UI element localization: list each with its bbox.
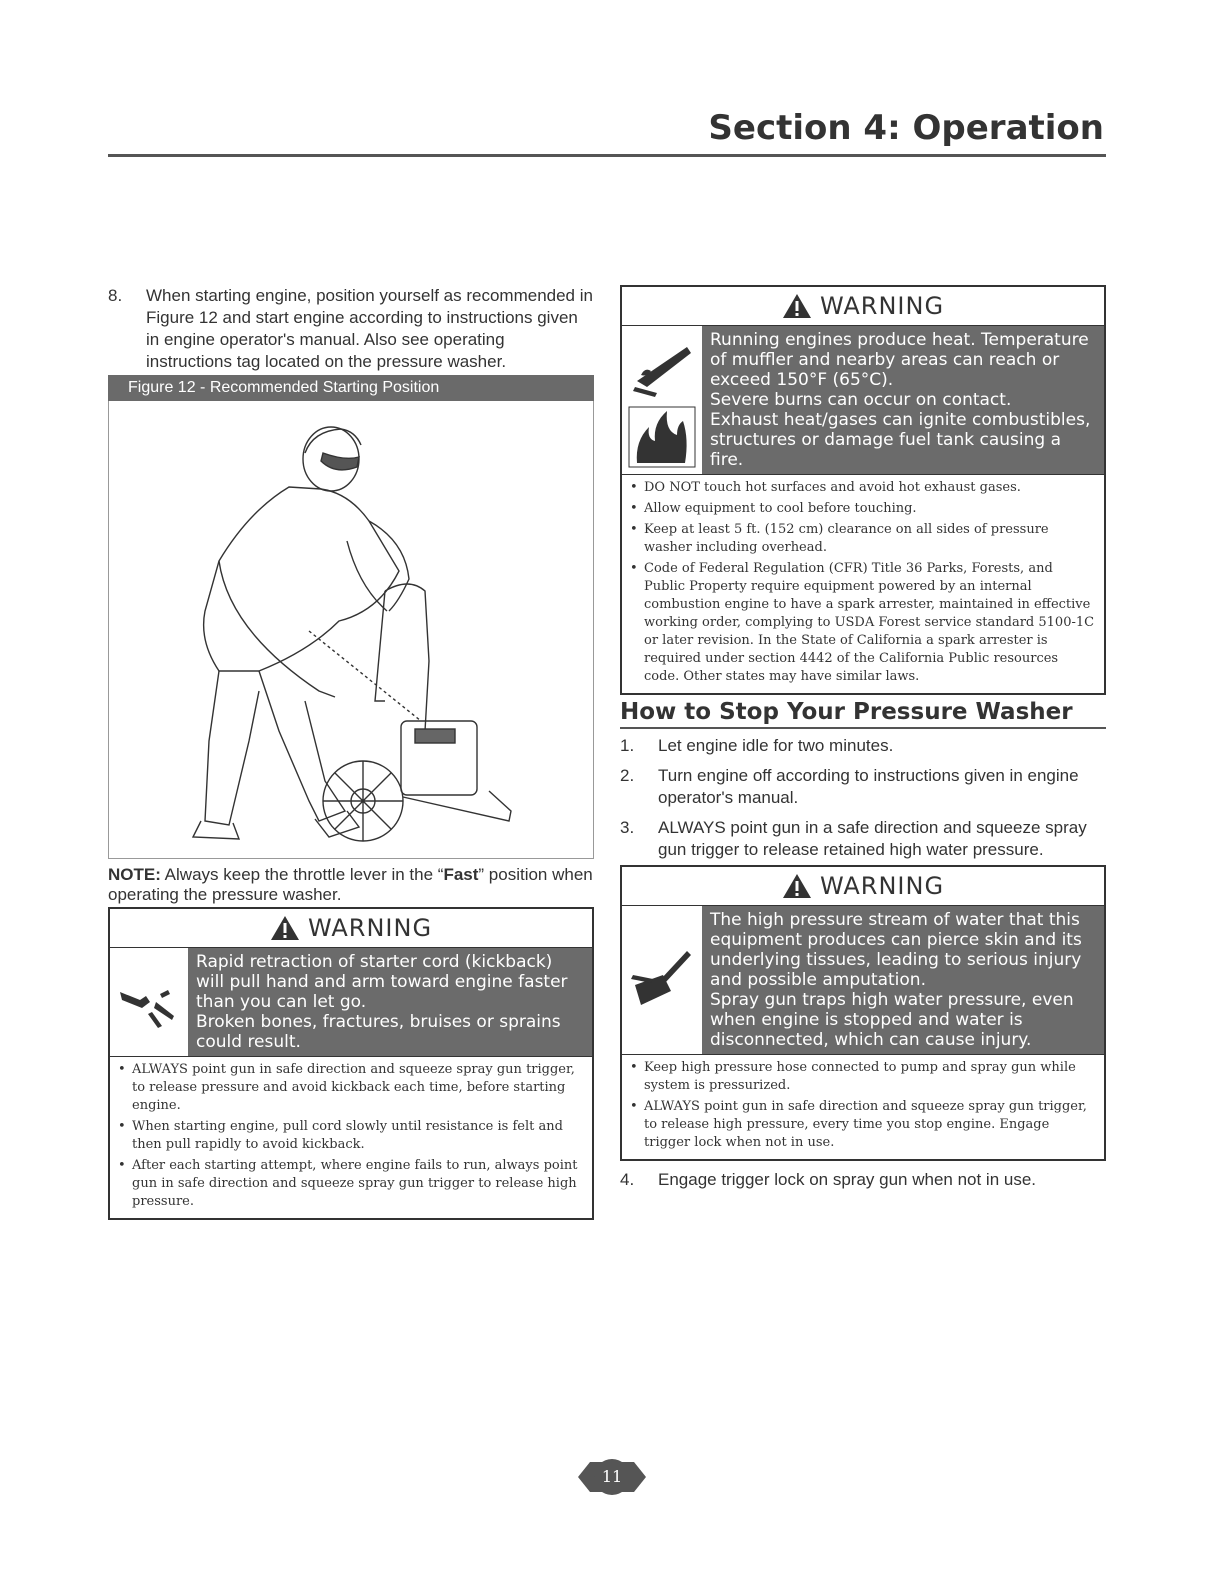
warning-hazard-panel [622, 325, 1104, 475]
step-text: Engage trigger lock on spray gun when not in use. [658, 1170, 1037, 1189]
warning-bullet-list [622, 1055, 1104, 1159]
warning-hazard-panel [622, 905, 1104, 1055]
warning-bullet: • Keep at least 5 ft. (152 cm) clearance on all sides of pressure washer including overhead. [630, 521, 1096, 557]
stop-steps [620, 735, 1106, 861]
warning-dark-text [702, 326, 1104, 474]
warning-box-kickback [108, 907, 594, 1220]
warning-title: WARNING [307, 914, 433, 942]
note-label: NOTE: [108, 865, 161, 884]
warning-dark-line: Broken bones, fractures, bruises or sprains could result. [196, 1012, 561, 1052]
step-number: 1. [620, 736, 635, 755]
note [108, 865, 594, 905]
warning-bullet: • Keep high pressure hose connected to pump and spray gun while system is pressurized. [630, 1059, 1096, 1095]
warning-bullet: • DO NOT touch hot surfaces and avoid hot exhaust gases. [630, 479, 1096, 497]
step-4 [620, 1169, 1106, 1191]
warning-dark-line: Running engines produce heat. Temperature of muffler and nearby areas can reach or exceed 150°F (65°C). [710, 330, 1089, 390]
step-number: 4. [620, 1170, 635, 1189]
warning-bullet: • ALWAYS point gun in safe direction and squeeze spray gun trigger, to release high pressure, every time you stop engine. Engage trigger lock when not in use. [630, 1098, 1096, 1152]
warning-dark-text [702, 906, 1104, 1054]
warning-bullet: • Code of Federal Regulation (CFR) Title 36 Parks, Forests, and Public Property require equipment powered by an internal combustion engine to have a spark arrester, maintained in effective working order, complying to USDA Forest service standard 5100-1C or later revision. In the State of California a spark arrester is required under section 4442 of the California Public resources code. Other states may have similar laws. [630, 560, 1096, 686]
warning-bullet-list [622, 475, 1104, 693]
warning-header [622, 287, 1104, 325]
warning-triangle-icon [782, 873, 812, 899]
warning-dark-line: Exhaust heat/gases can ignite combustibles, structures or damage fuel tank causing a fire. [710, 410, 1091, 470]
left-column [108, 285, 594, 1220]
warning-dark-line: Rapid retraction of starter cord (kickback) will pull hand and arm toward engine faster than you can let go. [196, 952, 568, 1012]
page-number-badge [576, 1456, 648, 1498]
warning-dark-line: The high pressure stream of water that this equipment produces can pierce skin and its underlying tissues, leading to serious injury and possible amputation. [710, 910, 1082, 990]
figure-12-illustration [108, 401, 594, 859]
step-number: 2. [620, 766, 635, 785]
step-number: 8. [108, 286, 123, 305]
note-text-after: ” position when operating the pressure washer. [108, 865, 593, 904]
step-8 [108, 285, 594, 373]
warning-triangle-icon [782, 293, 812, 319]
warning-box-heat [620, 285, 1106, 695]
step-text: Let engine idle for two minutes. [658, 736, 894, 755]
step-3 [620, 817, 1106, 861]
high-pressure-spray-icon [627, 945, 697, 1015]
title-rule [108, 154, 1106, 157]
warning-bullet-list [110, 1057, 592, 1218]
right-column [620, 285, 1106, 1191]
warning-dark-text [188, 948, 592, 1056]
section-heading: How to Stop Your Pressure Washer [620, 699, 1106, 729]
warning-bullet: • ALWAYS point gun in safe direction and squeeze spray gun trigger, to release pressure and avoid kickback each time, before starting engine. [118, 1061, 584, 1115]
starting-position-illustration [109, 401, 593, 857]
warning-bullet: • After each starting attempt, where engine fails to run, always point gun in safe direction and squeeze spray gun trigger to release high pressure. [118, 1157, 584, 1211]
warning-header [622, 867, 1104, 905]
step-text: When starting engine, position yourself as recommended in Figure 12 and start engine according to instructions given in engine operator's manual. Also see operating instructions tag located on the pressure washer. [146, 286, 593, 371]
warning-hazard-panel [110, 947, 592, 1057]
step-2 [620, 765, 1106, 809]
kickback-hand-icon [116, 972, 182, 1032]
warning-dark-line: Spray gun traps high water pressure, even when engine is stopped and water is disconnected, which can cause injury. [710, 990, 1074, 1050]
warning-dark-line: Severe burns can occur on contact. [710, 390, 1012, 410]
warning-title: WARNING [819, 292, 945, 320]
warning-box-high-pressure [620, 865, 1106, 1161]
hot-surface-icon [627, 331, 697, 401]
warning-title: WARNING [819, 872, 945, 900]
warning-bullet: • When starting engine, pull cord slowly until resistance is felt and then pull rapidly to avoid kickback. [118, 1118, 584, 1154]
page-number: 11 [601, 1467, 623, 1486]
step-text: ALWAYS point gun in a safe direction and squeeze spray gun trigger to release retained high water pressure. [658, 818, 1087, 859]
note-fast: Fast [443, 865, 479, 884]
section-title: Section 4: Operation [708, 108, 1104, 148]
warning-triangle-icon [270, 915, 300, 941]
step-text: Turn engine off according to instructions given in engine operator's manual. [658, 766, 1079, 807]
step-1 [620, 735, 1106, 757]
fire-icon [627, 405, 697, 469]
warning-bullet: • Allow equipment to cool before touching. [630, 500, 1096, 518]
figure-caption: Figure 12 - Recommended Starting Position [108, 375, 594, 401]
warning-header [110, 909, 592, 947]
note-text-before: Always keep the throttle lever in the “ [160, 865, 444, 884]
step-number: 3. [620, 818, 635, 837]
